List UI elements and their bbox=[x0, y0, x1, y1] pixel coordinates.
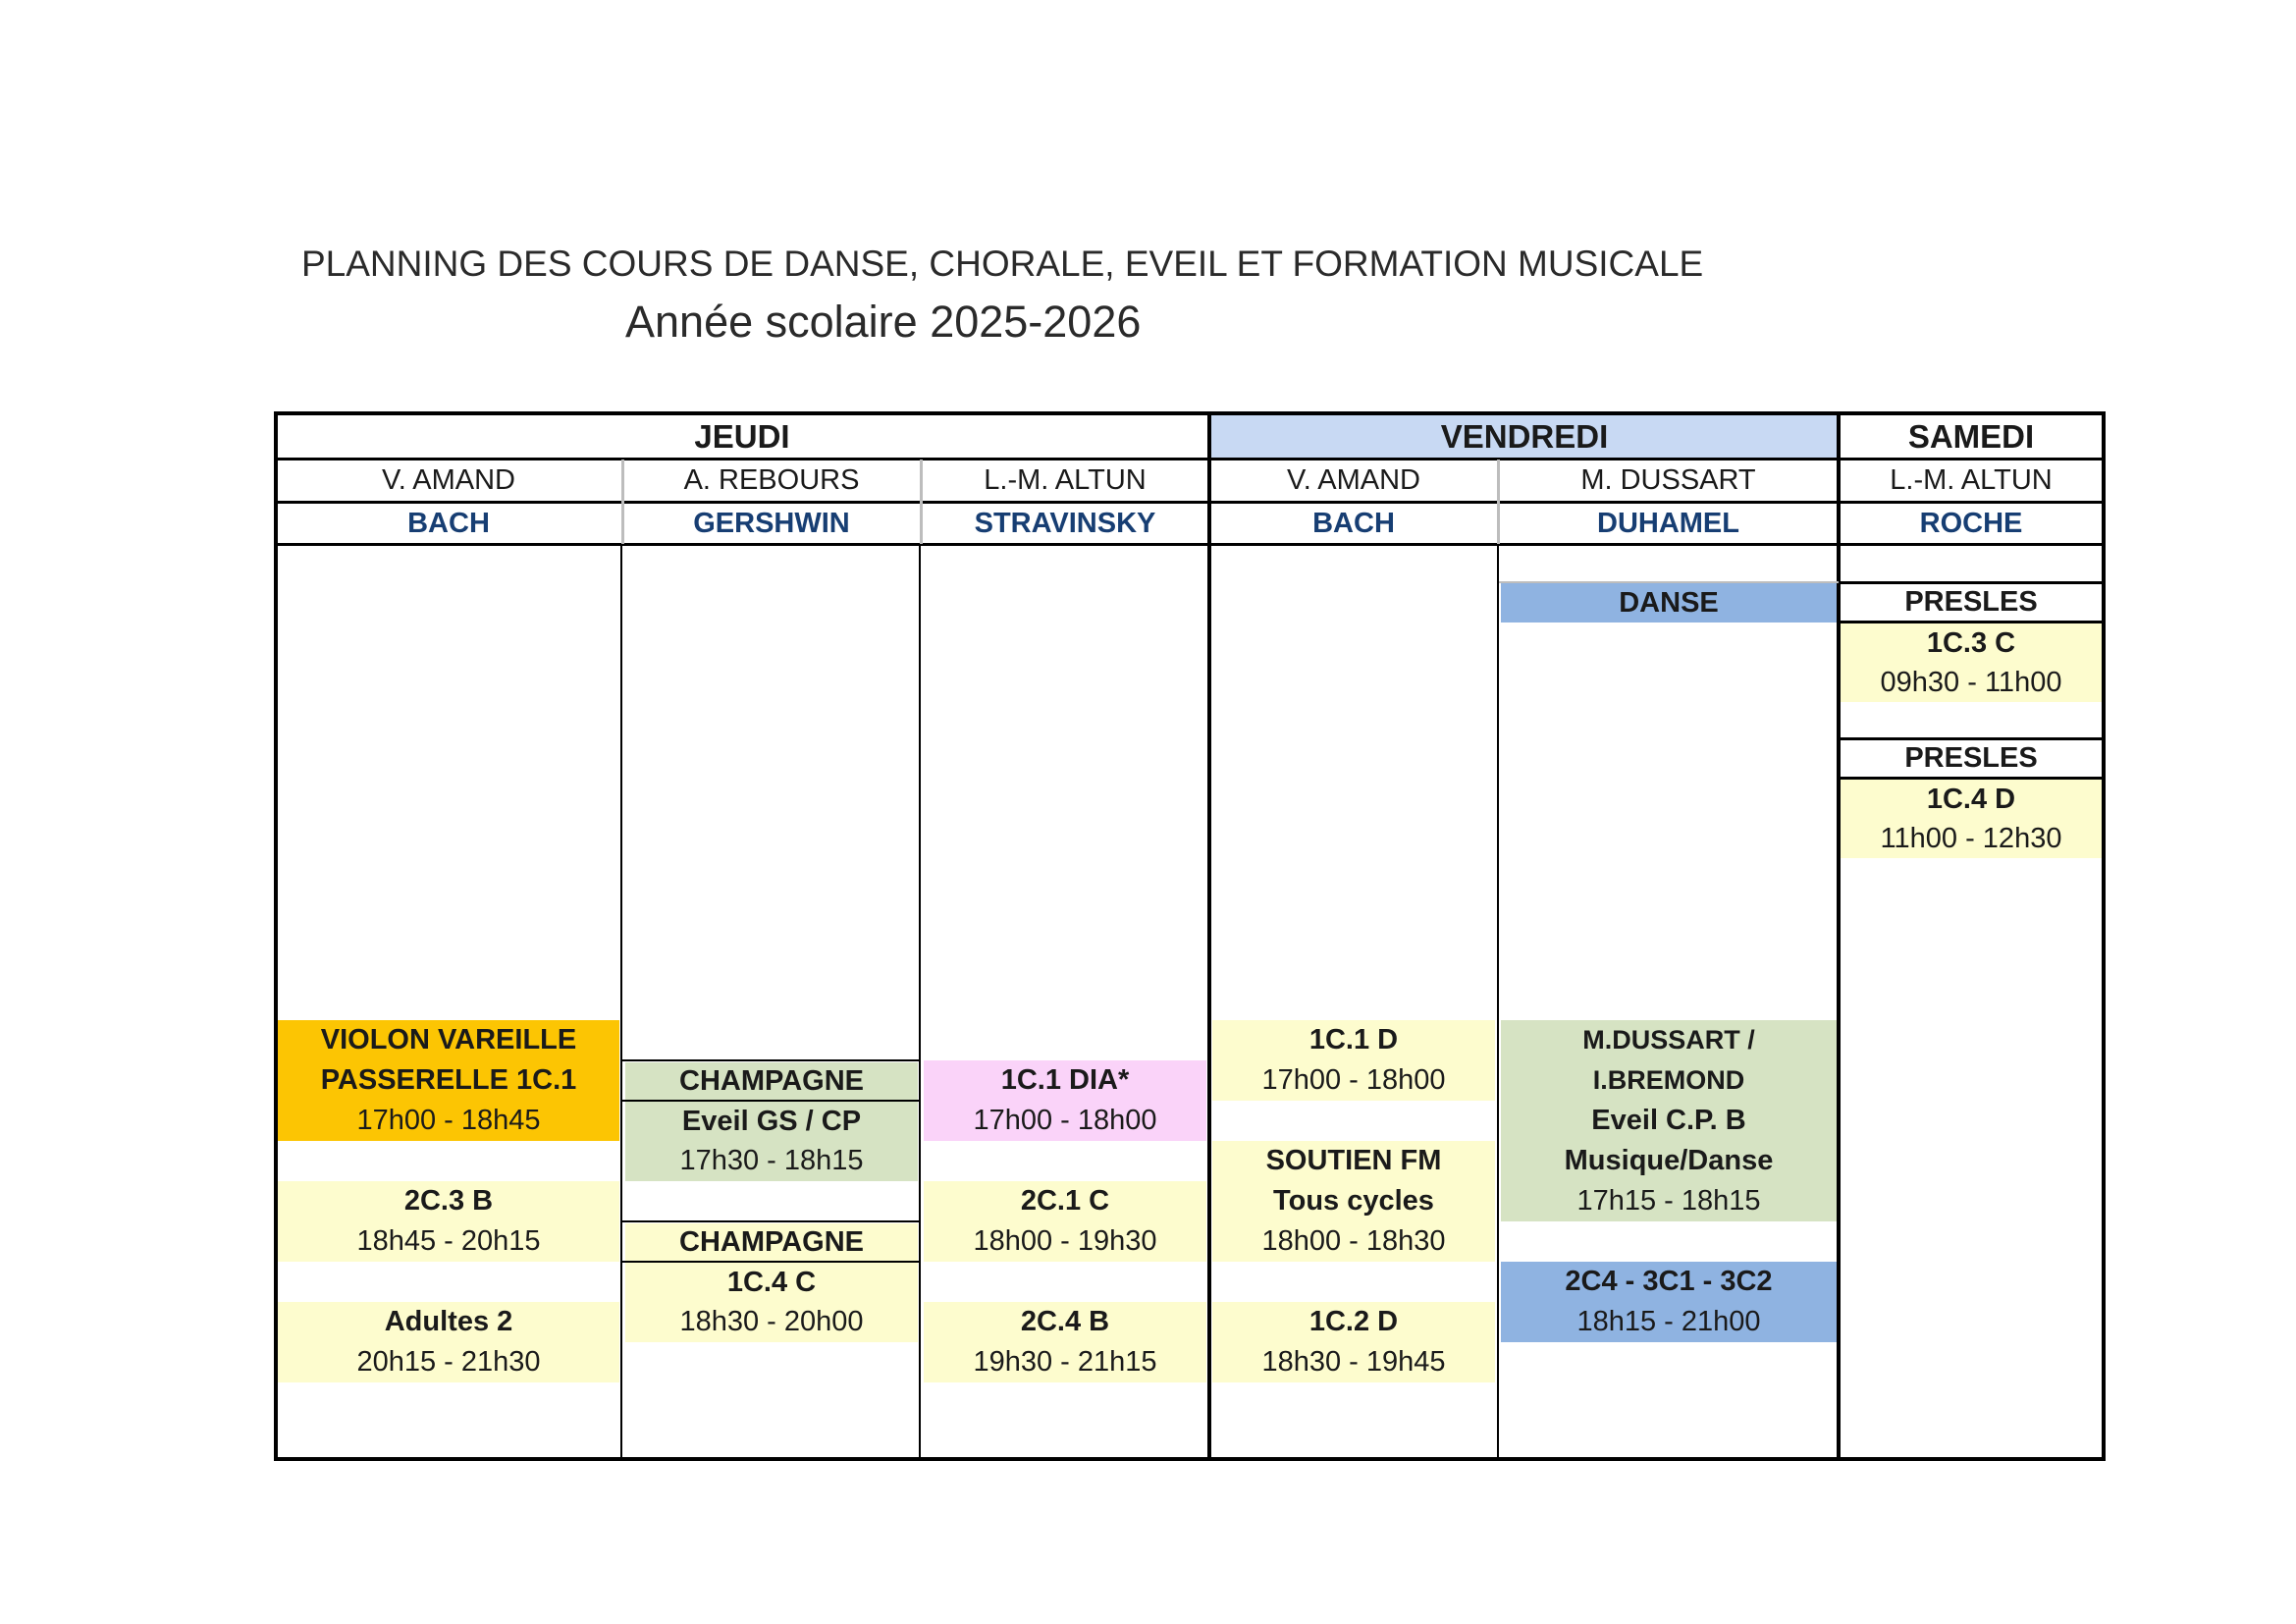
grid-line bbox=[621, 1100, 920, 1102]
day-jeudi: JEUDI bbox=[694, 418, 790, 455]
class-passerelle: PASSERELLE 1C.1 bbox=[278, 1060, 619, 1101]
teacher-col-4: V. AMAND bbox=[1287, 463, 1420, 496]
class-danse: DANSE bbox=[1501, 583, 1837, 623]
class-2c4-3c1-3c2: 2C4 - 3C1 - 3C2 bbox=[1501, 1262, 1837, 1302]
class-eveil-cp-b: Eveil C.P. B bbox=[1501, 1101, 1837, 1141]
class-2c3b: 2C.3 B bbox=[278, 1181, 619, 1221]
grid-line bbox=[621, 460, 624, 544]
class-time: 18h00 - 18h30 bbox=[1212, 1221, 1495, 1262]
grid-line bbox=[1497, 545, 1499, 1458]
location-champagne: CHAMPAGNE bbox=[625, 1062, 918, 1100]
teacher-col-5: M. DUSSART bbox=[1580, 463, 1756, 496]
class-time: 17h00 - 18h45 bbox=[278, 1101, 619, 1141]
class-time: 17h00 - 18h00 bbox=[924, 1101, 1206, 1141]
room-col-5: DUHAMEL bbox=[1597, 507, 1739, 539]
grid-line bbox=[274, 543, 2106, 546]
class-time: 19h30 - 21h15 bbox=[924, 1342, 1206, 1382]
grid-line bbox=[620, 545, 622, 1458]
class-tous-cycles: Tous cycles bbox=[1212, 1181, 1495, 1221]
class-adultes-2: Adultes 2 bbox=[278, 1302, 619, 1342]
class-time: 17h15 - 18h15 bbox=[1501, 1181, 1837, 1221]
grid-line bbox=[1839, 581, 2104, 584]
grid-line bbox=[1499, 581, 1839, 583]
class-time: 09h30 - 11h00 bbox=[1841, 663, 2102, 702]
room-col-2: GERSHWIN bbox=[693, 507, 850, 539]
class-1c4d: 1C.4 D bbox=[1841, 780, 2102, 819]
location-presles: PRESLES bbox=[1904, 585, 2038, 618]
grid-line bbox=[274, 458, 2106, 460]
class-1c2d: 1C.2 D bbox=[1212, 1302, 1495, 1342]
grid-line bbox=[1837, 411, 1841, 1461]
grid-line bbox=[920, 460, 923, 544]
location-champagne: CHAMPAGNE bbox=[625, 1223, 918, 1261]
class-time: 18h00 - 19h30 bbox=[924, 1221, 1206, 1262]
class-time: 17h00 - 18h00 bbox=[1212, 1060, 1495, 1101]
grid-line bbox=[919, 545, 921, 1458]
grid-line bbox=[621, 1059, 920, 1061]
grid-line bbox=[1497, 460, 1500, 544]
location-presles: PRESLES bbox=[1904, 741, 2038, 774]
grid-line bbox=[1839, 621, 2104, 623]
room-col-4: BACH bbox=[1312, 507, 1395, 539]
day-vendredi: VENDREDI bbox=[1210, 414, 1839, 459]
class-2c4b: 2C.4 B bbox=[924, 1302, 1206, 1342]
class-teachers: M.DUSSART / bbox=[1501, 1020, 1837, 1060]
grid-line bbox=[274, 411, 2106, 415]
class-1c4c: 1C.4 C bbox=[625, 1263, 918, 1302]
teacher-col-2: A. REBOURS bbox=[683, 463, 860, 496]
class-eveil-gs-cp: Eveil GS / CP bbox=[625, 1102, 918, 1141]
class-2c1c: 2C.1 C bbox=[924, 1181, 1206, 1221]
grid-line bbox=[274, 411, 278, 1461]
class-1c1d: 1C.1 D bbox=[1212, 1020, 1495, 1060]
room-col-6: ROCHE bbox=[1919, 507, 2023, 539]
grid-line bbox=[621, 1261, 920, 1263]
class-time: 18h30 - 20h00 bbox=[625, 1302, 918, 1342]
class-teachers: I.BREMOND bbox=[1501, 1060, 1837, 1101]
room-col-3: STRAVINSKY bbox=[974, 507, 1156, 539]
class-musique-danse: Musique/Danse bbox=[1501, 1141, 1837, 1181]
grid-line bbox=[1207, 411, 1211, 1461]
room-col-1: BACH bbox=[407, 507, 490, 539]
grid-line bbox=[274, 1457, 2106, 1461]
class-time: 18h45 - 20h15 bbox=[278, 1221, 619, 1262]
grid-line bbox=[2102, 411, 2106, 1461]
grid-line bbox=[274, 501, 2106, 504]
day-samedi: SAMEDI bbox=[1907, 418, 2035, 455]
class-1c1-dia: 1C.1 DIA* bbox=[924, 1060, 1206, 1101]
class-violon-vareille: VIOLON VAREILLE bbox=[278, 1020, 619, 1060]
class-time: 20h15 - 21h30 bbox=[278, 1342, 619, 1382]
teacher-col-3: L.-M. ALTUN bbox=[984, 463, 1147, 496]
grid-line bbox=[621, 1220, 920, 1222]
class-1c3c: 1C.3 C bbox=[1841, 623, 2102, 663]
class-time: 11h00 - 12h30 bbox=[1841, 819, 2102, 858]
page-title: PLANNING DES COURS DE DANSE, CHORALE, EVEIL ET FORMATION MUSICALE bbox=[301, 244, 1704, 284]
teacher-col-1: V. AMAND bbox=[382, 463, 515, 496]
grid-line bbox=[1839, 777, 2104, 780]
teacher-col-6: L.-M. ALTUN bbox=[1890, 463, 2053, 496]
class-time: 18h15 - 21h00 bbox=[1501, 1302, 1837, 1342]
class-time: 17h30 - 18h15 bbox=[625, 1141, 918, 1181]
class-time: 18h30 - 19h45 bbox=[1212, 1342, 1495, 1382]
page-subtitle: Année scolaire 2025-2026 bbox=[625, 297, 1142, 347]
class-soutien-fm: SOUTIEN FM bbox=[1212, 1141, 1495, 1181]
grid-line bbox=[1839, 737, 2104, 740]
